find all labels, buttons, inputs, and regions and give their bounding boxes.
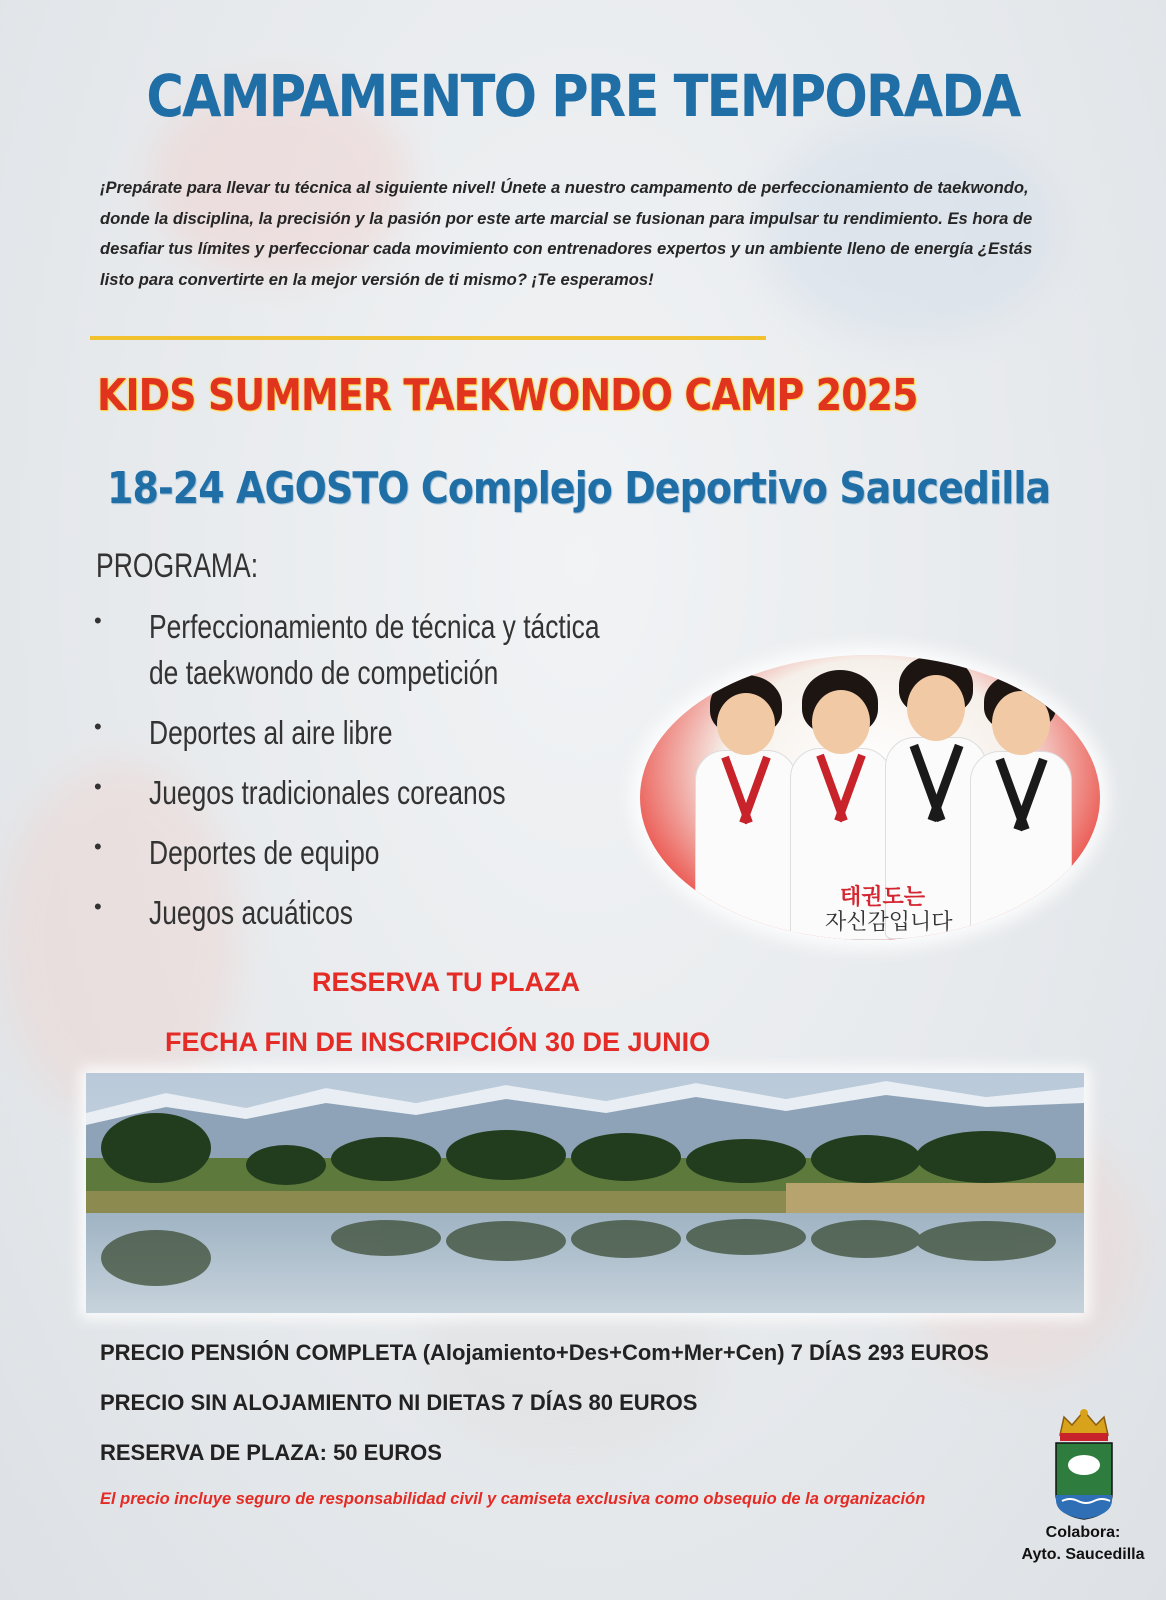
list-item: • Deportes al aire libre [94, 714, 393, 751]
landscape-illustration [86, 1073, 1084, 1313]
program-heading: PROGRAMA: [96, 547, 259, 585]
intro-paragraph: ¡Prepárate para llevar tu técnica al siguiente nivel! Únete a nuestro campamento de perfeccionamiento de taekwondo, donde la disciplina, la precisión y la pasión por este arte marcial se fusionan para impulsar tu rendimiento. Es hora de desafiar tus límites y perfeccionar cada movimiento con entrenadores expertos y un ambiente lleno de energía ¿Estás listo para convertirte en la mejor versión de ti mismo? ¡Te esperamos! [100, 178, 1033, 289]
sponsor-credit [1008, 1522, 1158, 1566]
photo-caption: 태권도는 [840, 885, 926, 910]
price-no-lodging: PRECIO SIN ALOJAMIENTO NI DIETAS 7 DÍAS 80 EUROS [100, 1390, 698, 1415]
photo-caption-2: 자신감입니다 [825, 910, 953, 935]
sponsor-label: Colabora: [1045, 1524, 1121, 1541]
price-reservation: RESERVA DE PLAZA: 50 EUROS [100, 1440, 442, 1465]
dates-location: 18-24 AGOSTO Complejo Deportivo Saucedilla [107, 463, 1051, 514]
sponsor-name: Ayto. Saucedilla [1021, 1546, 1145, 1563]
bullet-icon: • [94, 608, 102, 633]
kid-figure [970, 673, 1070, 933]
camp-name: KIDS SUMMER TAEKWONDO CAMP 2025 [97, 370, 918, 421]
reserve-callout: RESERVA TU PLAZA [312, 967, 581, 997]
list-item: • Perfeccionamiento de técnica y táctica de taekwondo de competición [94, 608, 600, 691]
bullet-icon: • [94, 714, 102, 739]
list-item: • Juegos tradicionales coreanos [94, 774, 506, 811]
list-item: • Deportes de equipo [94, 834, 380, 871]
page-title: CAMPAMENTO PRE TEMPORADA [146, 62, 1020, 130]
bullet-icon: • [94, 834, 102, 859]
kid-figure [695, 675, 795, 935]
divider [90, 336, 766, 340]
landscape-image [86, 1073, 1084, 1313]
price-full-board: PRECIO PENSIÓN COMPLETA (Alojamiento+Des+Com+Mer+Cen) 7 DÍAS 293 EUROS [100, 1340, 989, 1365]
kids-photo [640, 655, 1100, 940]
bullet-icon: • [94, 774, 102, 799]
list-item: • Juegos acuáticos [94, 894, 353, 931]
price-note: El precio incluye seguro de responsabilidad civil y camiseta exclusiva como obsequio de la organización [100, 1490, 926, 1508]
deadline-callout: FECHA FIN DE INSCRIPCIÓN 30 DE JUNIO [165, 1027, 711, 1057]
bullet-icon: • [94, 894, 102, 919]
town-crest-icon [1050, 1405, 1118, 1520]
